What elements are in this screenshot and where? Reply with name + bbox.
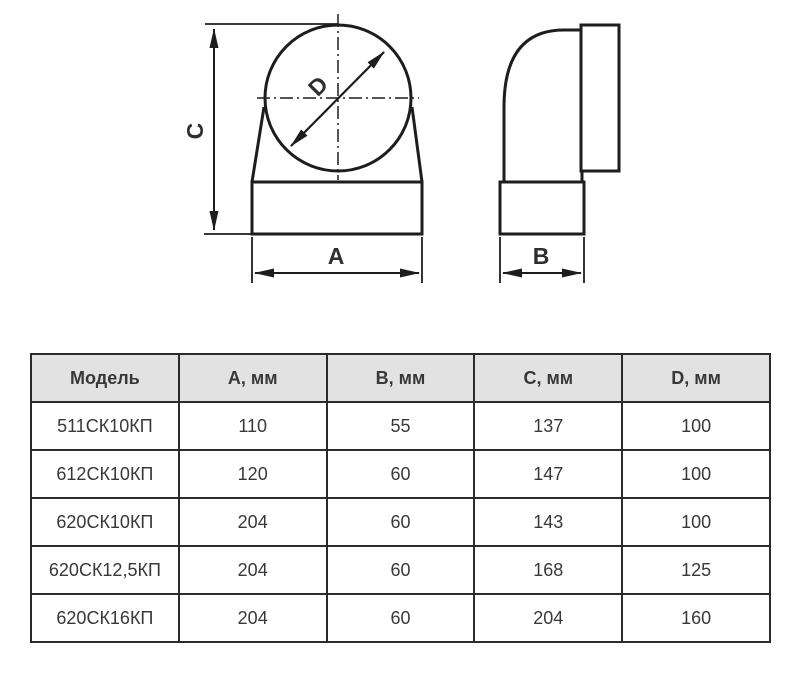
d-mm-cell: 160 — [622, 594, 770, 642]
model-cell: 620СК12,5КП — [31, 546, 179, 594]
col-header-a-mm: А, мм — [179, 354, 327, 402]
a-mm-cell: 204 — [179, 498, 327, 546]
table-row — [31, 498, 770, 546]
flat-flange-side — [500, 182, 584, 234]
b-mm-cell: 60 — [327, 498, 475, 546]
col-header-c-mm: С, мм — [474, 354, 622, 402]
table-row — [31, 594, 770, 642]
table-header-row — [31, 354, 770, 402]
a-mm-cell: 120 — [179, 450, 327, 498]
d-mm-cell: 100 — [622, 402, 770, 450]
c-mm-cell: 147 — [474, 450, 622, 498]
dim-b-label: B — [532, 243, 550, 269]
round-socket-side — [581, 25, 619, 171]
flat-flange-front — [252, 182, 422, 234]
c-mm-cell: 137 — [474, 402, 622, 450]
col-header-model: Модель — [31, 354, 179, 402]
model-cell: 620СК10КП — [31, 498, 179, 546]
right-taper-line — [412, 107, 422, 182]
a-mm-cell: 204 — [179, 546, 327, 594]
c-mm-cell: 204 — [474, 594, 622, 642]
b-mm-cell: 60 — [327, 546, 475, 594]
front-view — [182, 14, 422, 283]
elbow-body-outline — [504, 30, 581, 182]
left-taper-line — [252, 107, 264, 182]
c-mm-cell: 168 — [474, 546, 622, 594]
c-mm-cell: 143 — [474, 498, 622, 546]
d-mm-cell: 125 — [622, 546, 770, 594]
dim-a-label: A — [327, 243, 345, 269]
side-view — [500, 25, 619, 283]
table-row — [31, 546, 770, 594]
dim-c-label: C — [182, 122, 208, 140]
dim-d-label: D — [302, 70, 334, 102]
a-mm-cell: 110 — [179, 402, 327, 450]
table-row — [31, 450, 770, 498]
d-mm-cell: 100 — [622, 498, 770, 546]
b-mm-cell: 55 — [327, 402, 475, 450]
b-mm-cell: 60 — [327, 594, 475, 642]
table-row — [31, 402, 770, 450]
model-cell: 511СК10КП — [31, 402, 179, 450]
dimensions-table — [30, 353, 771, 643]
col-header-b-mm: В, мм — [327, 354, 475, 402]
col-header-d-mm: D, мм — [622, 354, 770, 402]
b-mm-cell: 60 — [327, 450, 475, 498]
a-mm-cell: 204 — [179, 594, 327, 642]
model-cell: 612СК10КП — [31, 450, 179, 498]
d-mm-cell: 100 — [622, 450, 770, 498]
model-cell: 620СК16КП — [31, 594, 179, 642]
